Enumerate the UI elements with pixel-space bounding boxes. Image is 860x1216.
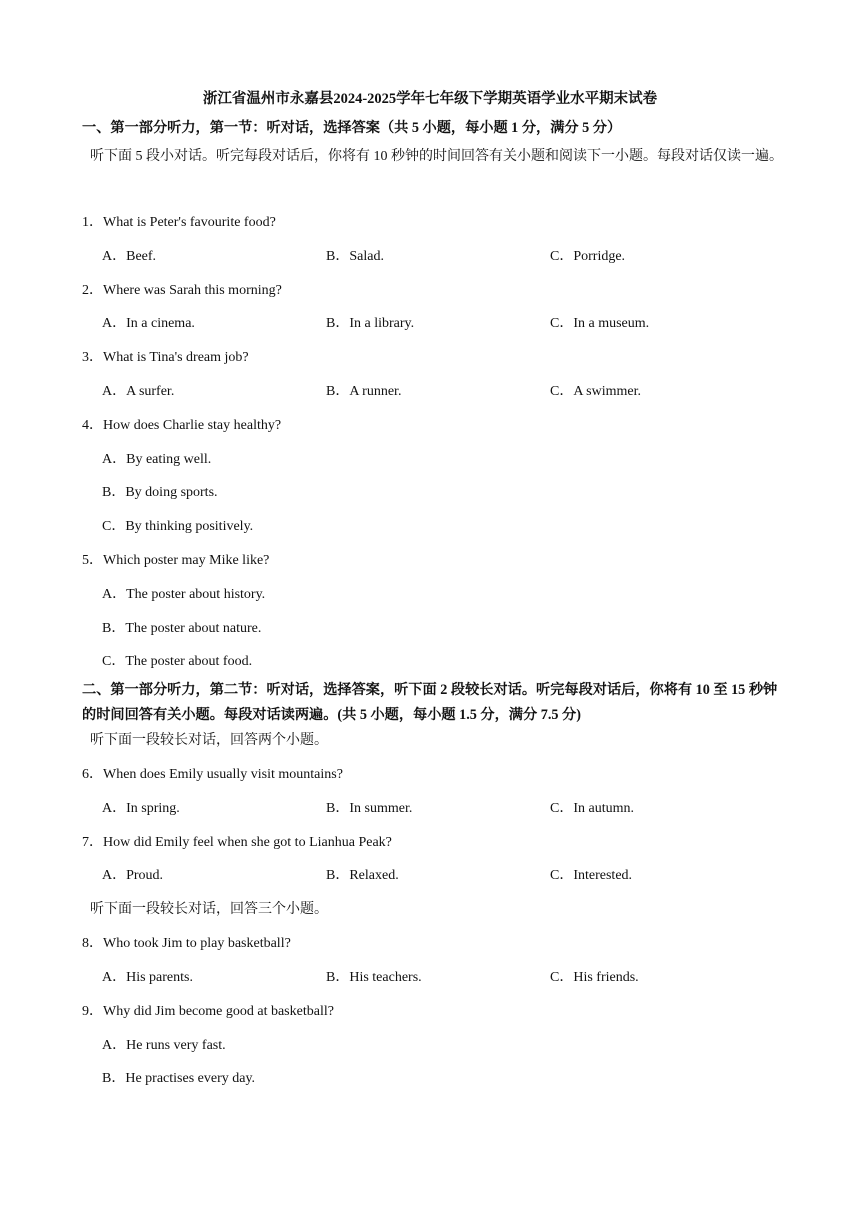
q4-option-a[interactable]: A．By eating well. — [102, 452, 212, 467]
q5-option-a[interactable]: A．The poster about history. — [102, 587, 266, 602]
q4-option-c[interactable]: C．By thinking positively. — [102, 519, 254, 534]
question-5: 5．Which poster may Mike like? — [82, 553, 270, 568]
q7-option-a[interactable]: A．Proud. — [102, 868, 164, 883]
q1-option-c[interactable]: C．Porridge. — [550, 249, 626, 264]
q6-option-b[interactable]: B．In summer. — [326, 801, 413, 816]
question-8: 8．Who took Jim to play basketball? — [82, 936, 291, 951]
section2-intro-b: 听下面一段较长对话，回答三个小题。 — [90, 902, 328, 917]
q8-option-c[interactable]: C．His friends. — [550, 970, 639, 985]
question-2: 2．Where was Sarah this morning? — [82, 283, 282, 298]
q7-option-c[interactable]: C．Interested. — [550, 868, 633, 883]
section1-heading: 一、第一部分听力，第一节：听对话，选择答案（共 5 小题，每小题 1 分，满分 5 分） — [82, 120, 622, 136]
q2-option-c[interactable]: C．In a museum. — [550, 316, 650, 331]
q6-option-c[interactable]: C．In autumn. — [550, 801, 634, 816]
q3-option-a[interactable]: A．A surfer. — [102, 384, 175, 399]
q8-option-b[interactable]: B．His teachers. — [326, 970, 422, 985]
q9-option-a[interactable]: A．He runs very fast. — [102, 1038, 226, 1053]
section2-intro-a: 听下面一段较长对话，回答两个小题。 — [90, 733, 328, 748]
question-7: 7．How did Emily feel when she got to Lianhua Peak? — [82, 835, 392, 850]
q6-option-a[interactable]: A．In spring. — [102, 801, 180, 816]
section2-heading: 二、第一部分听力，第二节：听对话，选择答案，听下面 2 段较长对话。听完每段对话后，你将有 10 至 15 秒钟的时间回答有关小题。每段对话读两遍。(共 5 小题，每小题 1.5 分，满分 7.5 分) — [82, 682, 778, 723]
q1-option-b[interactable]: B．Salad. — [326, 249, 384, 264]
question-1: 1．What is Peter's favourite food? — [82, 215, 276, 230]
q2-option-b[interactable]: B．In a library. — [326, 316, 415, 331]
q3-option-b[interactable]: B．A runner. — [326, 384, 402, 399]
q1-option-a[interactable]: A．Beef. — [102, 249, 157, 264]
q7-option-b[interactable]: B．Relaxed. — [326, 868, 399, 883]
question-4: 4．How does Charlie stay healthy? — [82, 418, 282, 433]
question-6: 6．When does Emily usually visit mountains? — [82, 767, 343, 782]
question-9: 9．Why did Jim become good at basketball? — [82, 1004, 334, 1019]
q4-option-b[interactable]: B．By doing sports. — [102, 485, 218, 500]
section1-instruction: 听下面 5 段小对话。听完每段对话后，你将有 10 秒钟的时间回答有关小题和阅读下一小题。每段对话仅读一遍。 — [90, 149, 783, 164]
question-3: 3．What is Tina's dream job? — [82, 350, 249, 365]
q5-option-b[interactable]: B．The poster about nature. — [102, 621, 262, 636]
q5-option-c[interactable]: C．The poster about food. — [102, 654, 253, 669]
q3-option-c[interactable]: C．A swimmer. — [550, 384, 642, 399]
exam-title: 浙江省温州市永嘉县2024-2025学年七年级下学期英语学业水平期末试卷 — [202, 91, 658, 107]
q9-option-b[interactable]: B．He practises every day. — [102, 1071, 256, 1086]
q8-option-a[interactable]: A．His parents. — [102, 970, 193, 985]
q2-option-a[interactable]: A．In a cinema. — [102, 316, 195, 331]
